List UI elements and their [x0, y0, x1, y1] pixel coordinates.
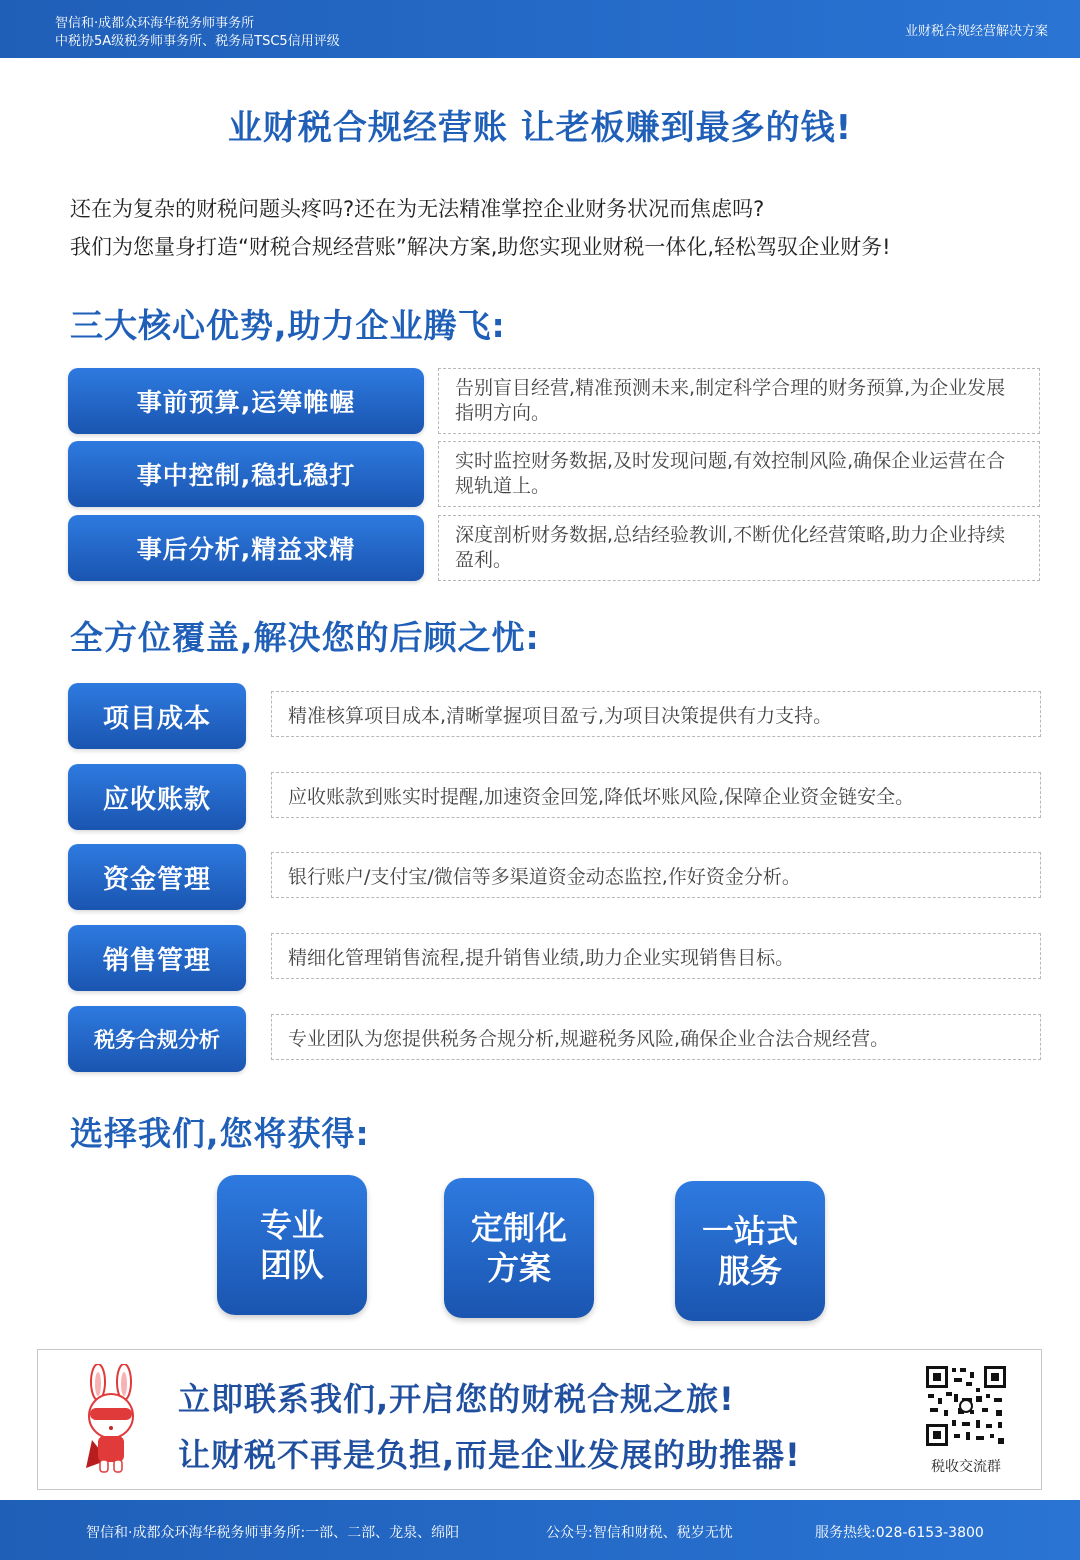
bottom-banner — [0, 1500, 1080, 1560]
gain-text: 专业 — [259, 1206, 324, 1244]
advantage-desc-text: 深度剖析财务数据,总结经验教训,不断优化经营策略,助力企业持续盈利。 — [455, 524, 1006, 571]
contact-cta-line-1: 立即联系我们,开启您的财税合规之旅! — [178, 1380, 735, 1418]
advantage-desc-post — [438, 515, 1040, 581]
footer-hotline: 服务热线:028-6153-3800 — [815, 1525, 984, 1541]
rabbit-mascot-icon — [68, 1364, 158, 1476]
contact-cta-line-2: 让财税不再是负担,而是企业发展的助推器! — [178, 1436, 801, 1474]
org-credential: 中税协5A级税务师事务所、税务局TSC5信用评级 — [55, 34, 340, 49]
advantage-badge-pre: 事前预算,运筹帷幄 — [68, 368, 424, 434]
coverage-badge-funds: 资金管理 — [68, 844, 246, 910]
gain-text: 服务 — [717, 1252, 782, 1290]
coverage-desc-tax: 专业团队为您提供税务合规分析,规避税务风险,确保企业合法合规经营。 — [271, 1014, 1041, 1060]
intro-line-2: 我们为您量身打造“财税合规经营账”解决方案,助您实现业财税一体化,轻松驾驭企业财务! — [70, 235, 891, 259]
gains-title: 选择我们,您将获得: — [70, 1114, 370, 1153]
coverage-badge-project-cost: 项目成本 — [68, 683, 246, 749]
coverage-desc-project-cost: 精准核算项目成本,清晰掌握项目盈亏,为项目决策提供有力支持。 — [271, 691, 1041, 737]
footer-offices: 智信和·成都众环海华税务师事务所:一部、二部、龙泉、绵阳 — [86, 1525, 460, 1541]
gain-tile-custom — [444, 1178, 594, 1318]
solution-label: 业财税合规经营解决方案 — [904, 24, 1048, 39]
org-name: 智信和·成都众环海华税务师事务所 — [55, 16, 255, 31]
coverage-desc-funds: 银行账户/支付宝/微信等多渠道资金动态监控,作好资金分析。 — [271, 852, 1041, 898]
coverage-desc-sales: 精细化管理销售流程,提升销售业绩,助力企业实现销售目标。 — [271, 933, 1041, 979]
coverage-badge-sales: 销售管理 — [68, 925, 246, 991]
gain-text: 方案 — [486, 1249, 551, 1287]
advantage-desc-pre — [438, 368, 1040, 434]
coverage-badge-receivables: 应收账款 — [68, 764, 246, 830]
page-title: 业财税合规经营账 让老板赚到最多的钱! — [227, 108, 853, 148]
footer-wechat: 公众号:智信和财税、税岁无忧 — [546, 1525, 733, 1541]
gain-tile-one-stop — [675, 1181, 825, 1321]
contact-panel — [37, 1349, 1042, 1490]
gain-tile-team — [217, 1175, 367, 1315]
gain-text: 一站式 — [701, 1212, 798, 1250]
advantage-desc-text: 告别盲目经营,精准预测未来,制定科学合理的财务预算,为企业发展指明方向。 — [455, 377, 1006, 424]
advantage-desc-during — [438, 441, 1040, 507]
gain-text: 定制化 — [470, 1209, 567, 1247]
gain-text: 团队 — [259, 1246, 324, 1284]
top-banner — [0, 0, 1080, 58]
qr-caption: 税收交流群 — [931, 1459, 1001, 1475]
coverage-desc-receivables: 应收账款到账实时提醒,加速资金回笼,降低坏账风险,保障企业资金链安全。 — [271, 772, 1041, 818]
advantages-title: 三大核心优势,助力企业腾飞: — [70, 306, 506, 345]
intro-line-1: 还在为复杂的财税问题头疼吗?还在为无法精准掌控企业财务状况而焦虑吗? — [70, 197, 765, 221]
advantage-badge-post: 事后分析,精益求精 — [68, 515, 424, 581]
qr-code-icon[interactable] — [924, 1364, 1008, 1448]
coverage-title: 全方位覆盖,解决您的后顾之忧: — [70, 618, 540, 657]
coverage-badge-tax: 税务合规分析 — [68, 1006, 246, 1072]
advantage-desc-text: 实时监控财务数据,及时发现问题,有效控制风险,确保企业运营在合规轨道上。 — [455, 450, 1006, 497]
advantage-badge-during: 事中控制,稳扎稳打 — [68, 441, 424, 507]
